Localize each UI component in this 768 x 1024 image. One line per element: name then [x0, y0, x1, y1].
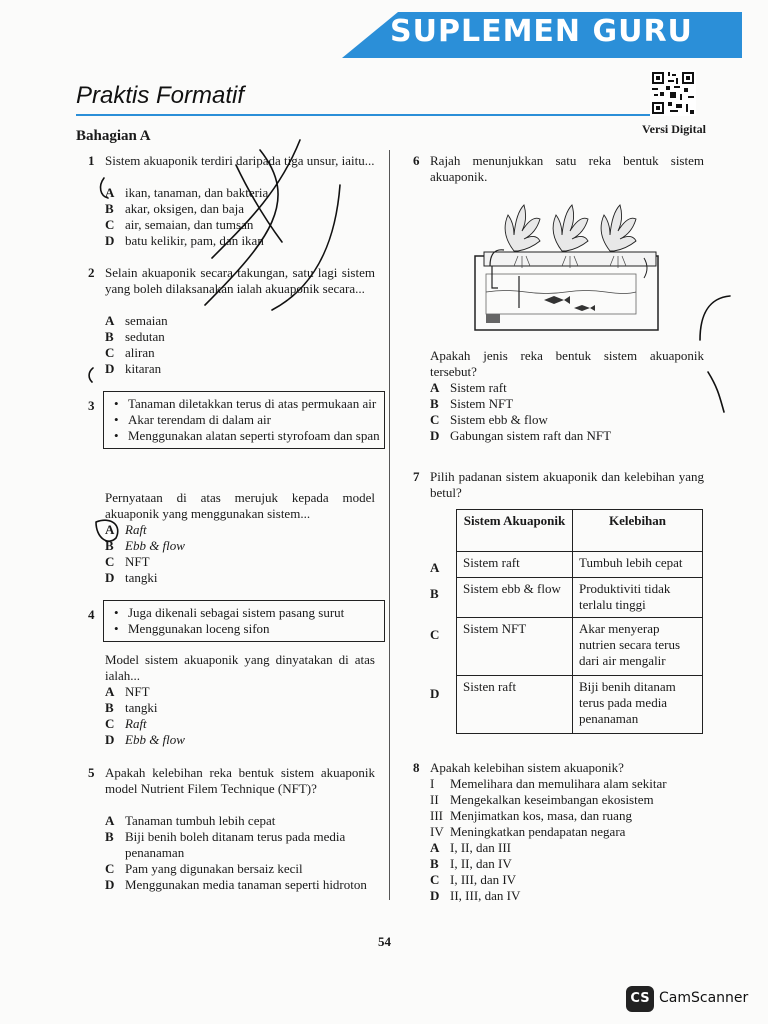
section-heading: Bahagian A — [76, 128, 151, 144]
question-text: Apakah kelebihan reka bentuk sistem akuaponik model Nutrient Filem Technique (NFT)? — [105, 765, 375, 796]
question-number: 1 — [88, 153, 95, 168]
question-number: 7 — [413, 469, 420, 484]
table-row: Sistem NFT Akar menyerap nutrien secara terus dari air mengalir — [457, 618, 703, 676]
option-d[interactable]: D II, III, dan IV — [430, 888, 521, 903]
statement-item: • Menggunakan loceng sifon — [114, 621, 384, 637]
table-row: Sistem ebb & flow Produktiviti tidak terlalu tinggi — [457, 578, 703, 618]
table-header: Kelebihan — [573, 510, 703, 552]
option-c[interactable]: C aliran — [105, 345, 155, 360]
table-row: Sisten raft Biji benih ditanam terus pada media penanaman — [457, 676, 703, 734]
option-b[interactable]: B sedutan — [105, 329, 165, 344]
row-label-b[interactable]: B — [430, 586, 439, 601]
question-text: Apakah kelebihan sistem akuaponik? — [430, 760, 624, 775]
option-a[interactable]: A Raft — [105, 522, 147, 537]
question-text: Pernyataan di atas merujuk kepada model akuaponik yang menggunakan sistem... — [105, 490, 375, 521]
statement-item: • Menggunakan alatan seperti styrofoam dan span — [114, 428, 384, 444]
question-prompt: Apakah jenis reka bentuk sistem akuaponik tersebut? — [430, 348, 704, 379]
camscanner-label: CamScanner — [659, 990, 749, 1006]
option-d[interactable]: D tangki — [105, 570, 158, 585]
statement-3: III Menjimatkan kos, masa, dan ruang — [430, 808, 632, 823]
option-c[interactable]: C air, semaian, dan tumsan — [105, 217, 254, 232]
option-d[interactable]: D Gabungan sistem raft dan NFT — [430, 428, 612, 443]
option-d[interactable]: D Ebb & flow — [105, 732, 185, 747]
option-b[interactable]: B Biji benih boleh ditanam terus pada media penanaman — [105, 829, 346, 860]
statement-4: IV Meningkatkan pendapatan negara — [430, 824, 626, 839]
table-row: Sistem raft Tumbuh lebih cepat — [457, 552, 703, 578]
statement-item: • Tanaman diletakkan terus di atas permukaan air — [114, 396, 384, 412]
row-label-a[interactable]: A — [430, 560, 440, 575]
option-b[interactable]: B tangki — [105, 700, 158, 715]
statement-item: • Juga dikenali sebagai sistem pasang surut — [114, 605, 384, 621]
option-a[interactable]: A I, II, dan III — [430, 840, 511, 855]
question-text: Sistem akuaponik terdiri daripada tiga unsur, iaitu... — [105, 153, 375, 168]
page-title: Praktis Formatif — [76, 82, 245, 109]
statement-item: • Akar terendam di dalam air — [114, 412, 384, 428]
option-d[interactable]: D kitaran — [105, 361, 162, 376]
statement-1: I Memelihara dan memulihara alam sekitar — [430, 776, 667, 791]
question-number: 4 — [88, 607, 95, 622]
option-b[interactable]: B akar, oksigen, dan baja — [105, 201, 244, 216]
question-text: Rajah menunjukkan satu reka bentuk sistem akuaponik. — [430, 153, 704, 184]
banner-title: SUPLEMEN GURU — [390, 14, 693, 49]
option-b[interactable]: B Sistem NFT — [430, 396, 514, 411]
option-b[interactable]: B Ebb & flow — [105, 538, 185, 553]
option-b[interactable]: B I, II, dan IV — [430, 856, 512, 871]
option-c[interactable]: C Raft — [105, 716, 147, 731]
option-a[interactable]: A ikan, tanaman, dan bakteria — [105, 185, 269, 200]
option-c[interactable]: C Sistem ebb & flow — [430, 412, 548, 427]
question-number: 2 — [88, 265, 95, 280]
question-text: Selain akuaponik secara takungan, satu lagi sistem yang boleh dilaksanakan ialah akuaponik secara... — [105, 265, 375, 296]
option-a[interactable]: A semaian — [105, 313, 168, 328]
question-number: 6 — [413, 153, 420, 168]
digital-version-label: Versi Digital — [642, 122, 706, 136]
option-a[interactable]: A Sistem raft — [430, 380, 507, 395]
option-c[interactable]: C NFT — [105, 554, 150, 569]
question-text: Model sistem akuaponik yang dinyatakan di atas ialah... — [105, 652, 375, 683]
table-header: Sistem Akuaponik — [457, 510, 573, 552]
option-a[interactable]: A Tanaman tumbuh lebih cepat — [105, 813, 276, 828]
question-text: Pilih padanan sistem akuaponik dan kelebihan yang betul? — [430, 469, 704, 500]
option-d[interactable]: D Menggunakan media tanaman seperti hidroton — [105, 877, 367, 892]
row-label-c[interactable]: C — [430, 627, 440, 642]
question-number: 8 — [413, 760, 420, 775]
option-d[interactable]: D batu kelikir, pam, dan ikan — [105, 233, 264, 248]
option-c[interactable]: C Pam yang digunakan bersaiz kecil — [105, 861, 303, 876]
question-number: 5 — [88, 765, 95, 780]
option-a[interactable]: A NFT — [105, 684, 150, 699]
statement-2: II Mengekalkan keseimbangan ekosistem — [430, 792, 654, 807]
camscanner-logo-icon: CS — [626, 986, 654, 1012]
page-number: 54 — [378, 934, 391, 949]
row-label-d[interactable]: D — [430, 686, 440, 701]
question-number: 3 — [88, 398, 95, 413]
option-c[interactable]: C I, III, dan IV — [430, 872, 517, 887]
